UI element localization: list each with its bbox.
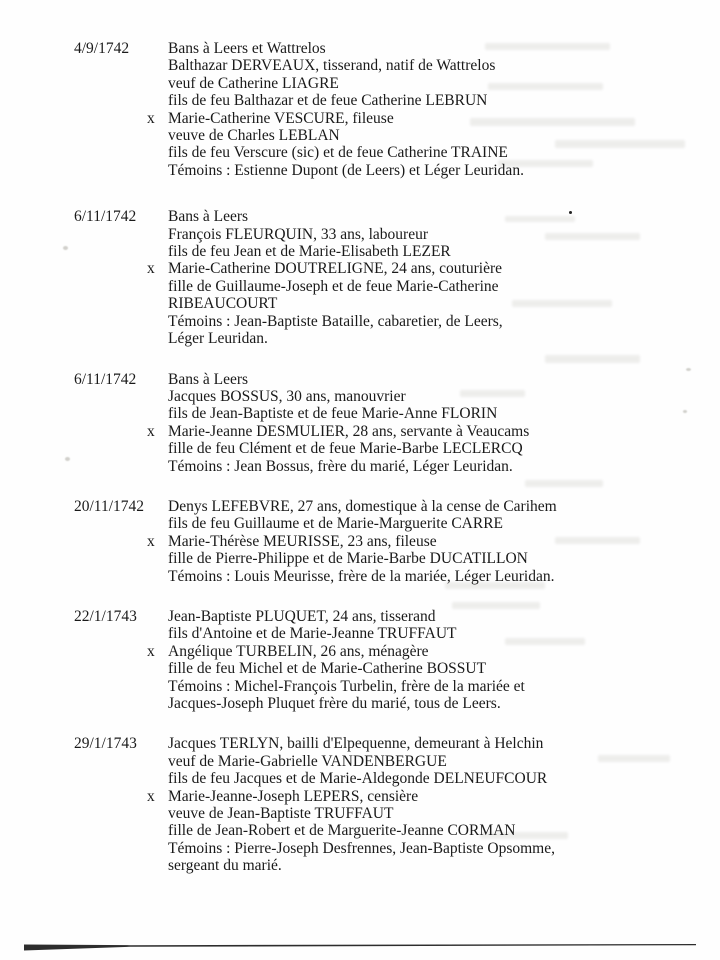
record-entry [74, 371, 720, 475]
record-line-text: fille de feu Clément et de feue Marie-Barbe LECLERCQ [168, 440, 523, 458]
entry-lines [147, 208, 720, 347]
union-marker [147, 405, 168, 422]
union-marker: x [147, 532, 155, 550]
union-marker: x [147, 787, 155, 805]
union-marker [147, 57, 168, 74]
record-line-text: Témoins : Jean-Baptiste Bataille, cabaretier, de Leers, [168, 312, 503, 330]
record-line-text: Bans à Leers [168, 370, 249, 388]
entry-date: 4/9/1742 [74, 40, 130, 57]
record-line [147, 388, 720, 405]
record-line [147, 260, 720, 277]
entry-lines [147, 371, 720, 475]
record-line-text: veuf de Marie-Gabrielle VANDENBERGUE [168, 752, 447, 770]
record-line-text: Jacques-Joseph Pluquet frère du marié, tous de Leers. [168, 695, 501, 712]
union-marker [147, 75, 168, 92]
entry-date: 6/11/1742 [74, 208, 137, 226]
union-marker [147, 330, 168, 347]
entry-lines [147, 608, 720, 712]
entry-date: 6/11/1742 [74, 370, 137, 388]
record-line-text: Marie-Thérèse MEURISSE, 23 ans, fileuse [168, 532, 437, 550]
entry-lines [147, 40, 720, 179]
record-line-text: fille de feu Michel et de Marie-Catherine BOSSUT [168, 660, 487, 678]
record-line-text: fils de feu Verscure (sic) et de feue Catherine TRAINE [168, 144, 508, 162]
record-line [147, 57, 720, 74]
record-line [147, 226, 720, 243]
record-line-text: fils de feu Jean et de Marie-Elisabeth LEZER [168, 243, 451, 261]
record-line [147, 678, 720, 695]
record-line [147, 405, 720, 422]
record-line [147, 92, 720, 109]
union-marker [147, 388, 168, 405]
record-line-text: veuve de Charles LEBLAN [168, 127, 340, 145]
record-line [147, 608, 720, 625]
record-line-text: Jacques TERLYN, bailli d'Elpequenne, demeurant à Helchin [168, 735, 544, 753]
record-entry [74, 735, 720, 874]
entry-lines [147, 498, 720, 585]
record-line [147, 770, 720, 787]
record-line [147, 330, 720, 347]
union-marker [147, 498, 168, 515]
union-marker [147, 822, 168, 839]
record-line-text: fils de feu Jacques et de Marie-Aldegonde DELNEUFCOUR [168, 770, 548, 788]
union-marker [147, 92, 168, 109]
record-line-text: fils de Jean-Baptiste et de feue Marie-Anne FLORIN [168, 405, 498, 423]
union-marker [147, 208, 168, 225]
union-marker [147, 40, 168, 57]
union-marker [147, 753, 168, 770]
record-line [147, 144, 720, 161]
record-line-text: Angélique TURBELIN, 26 ans, ménagère [168, 642, 429, 660]
record-line-text: Jacques BOSSUS, 30 ans, manouvrier [168, 387, 406, 405]
record-line-text: Témoins : Pierre-Joseph Desfrennes, Jean-Baptiste Opsomme, [168, 839, 555, 857]
record-line-text: veuve de Jean-Baptiste TRUFFAUT [168, 805, 394, 823]
record-line-text: Bans à Leers et Wattrelos [168, 40, 326, 57]
record-line [147, 822, 720, 839]
union-marker: x [147, 642, 155, 660]
record-line-text: Bans à Leers [168, 208, 249, 226]
union-marker [147, 608, 168, 625]
union-marker [147, 695, 168, 712]
union-marker: x [147, 260, 155, 278]
record-entry [74, 40, 720, 179]
record-line [147, 857, 720, 874]
union-marker [147, 144, 168, 161]
record-line-text: Témoins : Jean Bossus, frère du marié, Léger Leuridan. [168, 457, 513, 475]
record-line-text: Marie-Catherine DOUTRELIGNE, 24 ans, couturière [168, 260, 502, 278]
entry-lines [147, 735, 720, 874]
record-line-text: Denys LEFEBVRE, 27 ans, domestique à la cense de Carihem [168, 497, 557, 515]
entry-date: 20/11/1742 [74, 497, 145, 515]
record-line [147, 695, 720, 712]
record-line [147, 313, 720, 330]
record-line [147, 208, 720, 225]
union-marker [147, 660, 168, 677]
record-line [147, 278, 720, 295]
record-line [147, 533, 720, 550]
record-line [147, 643, 720, 660]
record-line [147, 753, 720, 770]
record-line [147, 660, 720, 677]
union-marker [147, 440, 168, 457]
record-line-text: fils d'Antoine et de Marie-Jeanne TRUFFAUT [168, 625, 457, 643]
record-entry [74, 208, 720, 347]
union-marker [147, 857, 168, 874]
record-line-text: fille de Jean-Robert et de Marguerite-Jeanne CORMAN [168, 822, 516, 840]
record-line-text: fille de Guillaume-Joseph et de feue Marie-Catherine [168, 277, 499, 295]
record-entry [74, 608, 720, 712]
record-line-text: fils de feu Guillaume et de Marie-Marguerite CARRE [168, 515, 504, 533]
scan-speck [63, 246, 68, 250]
register-entries [74, 40, 720, 898]
union-marker [147, 226, 168, 243]
entry-date: 22/1/1743 [74, 607, 137, 625]
record-line-text: Léger Leuridan. [168, 330, 268, 348]
record-line [147, 110, 720, 127]
record-entry [74, 498, 720, 585]
union-marker [147, 568, 168, 585]
union-marker [147, 515, 168, 532]
union-marker [147, 243, 168, 260]
union-marker [147, 840, 168, 857]
record-line [147, 515, 720, 532]
record-line [147, 40, 720, 57]
scan-edge-line [0, 941, 720, 955]
record-line-text: Témoins : Louis Meurisse, frère de la mariée, Léger Leuridan. [168, 567, 555, 585]
union-marker [147, 735, 168, 752]
record-line-text: fille de Pierre-Philippe et de Marie-Barbe DUCATILLON [168, 550, 528, 568]
entry-date: 29/1/1743 [74, 735, 137, 753]
record-line [147, 550, 720, 567]
record-line [147, 788, 720, 805]
union-marker [147, 162, 168, 179]
union-marker [147, 127, 168, 144]
record-line [147, 805, 720, 822]
record-line-text: veuf de Catherine LIAGRE [168, 74, 339, 92]
record-line [147, 498, 720, 515]
record-line-text: RIBEAUCOURT [168, 295, 278, 313]
record-line [147, 840, 720, 857]
record-line [147, 162, 720, 179]
record-line-text: sergeant du marié. [168, 857, 282, 875]
union-marker [147, 313, 168, 330]
union-marker: x [147, 109, 155, 127]
record-line-text: François FLEURQUIN, 33 ans, laboureur [168, 225, 429, 243]
record-line [147, 568, 720, 585]
record-line [147, 440, 720, 457]
union-marker [147, 770, 168, 787]
scan-speck [65, 457, 70, 461]
record-line-text: Témoins : Estienne Dupont (de Leers) et Léger Leuridan. [168, 161, 524, 179]
record-line [147, 371, 720, 388]
union-marker [147, 805, 168, 822]
record-line [147, 625, 720, 642]
record-line [147, 295, 720, 312]
record-line-text: Marie-Jeanne DESMULIER, 28 ans, servante à Veaucams [168, 422, 530, 440]
record-line-text: Marie-Catherine VESCURE, fileuse [168, 109, 394, 127]
record-line-text: Balthazar DERVEAUX, tisserand, natif de Wattrelos [168, 57, 496, 75]
record-line [147, 127, 720, 144]
record-line-text: Jean-Baptiste PLUQUET, 24 ans, tisserand [168, 607, 436, 625]
record-line [147, 735, 720, 752]
record-line-text: Témoins : Michel-François Turbelin, frère de la mariée et [168, 677, 525, 695]
union-marker [147, 371, 168, 388]
record-line [147, 75, 720, 92]
union-marker [147, 278, 168, 295]
union-marker [147, 550, 168, 567]
record-line [147, 458, 720, 475]
record-line [147, 423, 720, 440]
union-marker: x [147, 422, 155, 440]
union-marker [147, 458, 168, 475]
union-marker [147, 625, 168, 642]
record-line [147, 243, 720, 260]
record-line-text: Marie-Jeanne-Joseph LEPERS, censière [168, 787, 419, 805]
union-marker [147, 295, 168, 312]
record-line-text: fils de feu Balthazar et de feue Catherine LEBRUN [168, 92, 488, 110]
union-marker [147, 678, 168, 695]
